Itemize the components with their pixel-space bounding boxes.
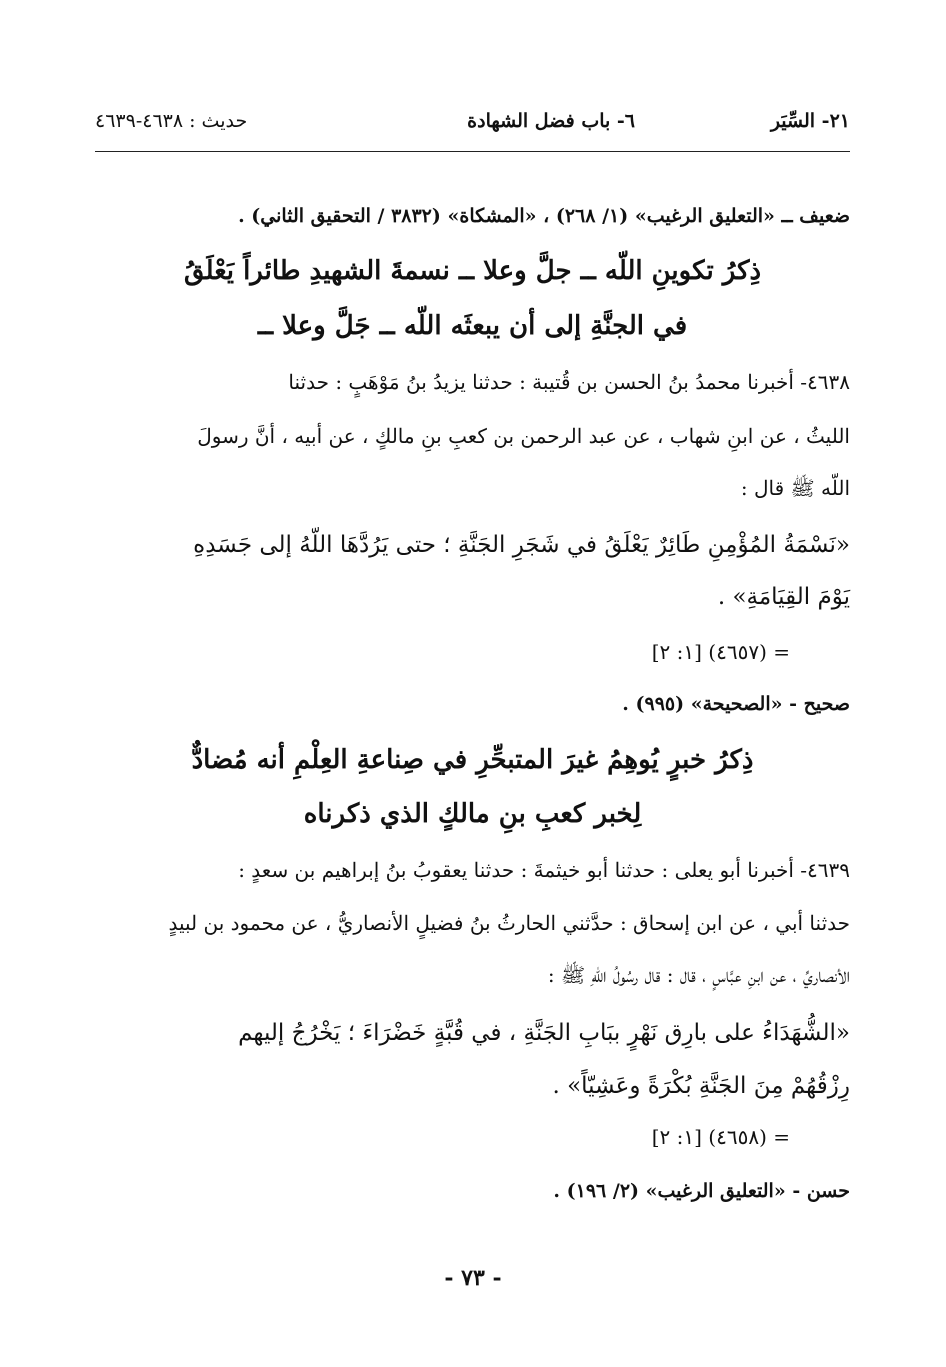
- section-title: ٦- باب فضل الشهادة: [467, 110, 635, 132]
- isnad-line: الأنصاريِّ ، عن ابنِ عبَّاسٍ ، قال : قال رسُولُ اللّهِ ﷺ :: [547, 963, 850, 987]
- hadith-text-line: «نَسْمَةُ المُؤْمِنِ طَائِرٌ يَعْلَقُ في شَجَرِ الجَنَّةِ ؛ حتى يَرُدَّهَا اللّهُ إلى جَسَدِهِ: [193, 532, 850, 558]
- chapter-heading-line: ذِكرُ تكوينِ اللّه ــ جلَّ وعلا ــ نسمةَ الشهيدِ طائراً يَعْلَقُ: [183, 256, 762, 286]
- hadith-text-line: «الشُّهَدَاءُ على بارِق نَهْرٍ ببَابِ الجَنَّةِ ، في قُبَّةٍ خَضْرَاءَ ؛ يَخْرُجُ إليهم: [238, 1020, 850, 1046]
- chapter-heading-line: ذِكرُ خبرٍ يُوهِمُ غيرَ المتبحِّرِ في صِناعةِ العِلْمِ أنه مُضادٌّ: [191, 745, 754, 775]
- grade-line: صحيح - «الصحيحة» (٩٩٥) .: [622, 693, 850, 715]
- grade-line: ضعيف ــ «التعليق الرغيب» (١/ ٢٦٨) ، «المشكاة» (٣٨٣٢ / التحقيق الثاني) .: [238, 205, 850, 227]
- chapter-title: ٢١- السِّيَر: [770, 110, 850, 132]
- page-header: [95, 110, 850, 150]
- header-divider: [95, 151, 850, 152]
- hadith-text-line: رِزْقُهُمْ مِنَ الجَنَّةِ بُكْرَةً وعَشِيّاً» .: [552, 1073, 850, 1099]
- isnad-line: ٤٦٣٨- أخبرنا محمدُ بنُ الحسن بن قُتيبة : حدثنا يزيدُ بنُ مَوْهَبٍ : حدثنا: [288, 370, 850, 394]
- grade-line: حسن - «التعليق الرغيب» (٢/ ١٩٦) .: [553, 1180, 850, 1202]
- chapter-heading-line: لِخبر كعبِ بنِ مالكٍ الذي ذكرناه: [303, 799, 642, 829]
- cross-reference-text: = (٤٦٥٧) [١: ٢]: [651, 640, 790, 664]
- hadith-text-line: يَوْمَ القِيَامَةِ» .: [717, 584, 850, 610]
- isnad-line: ٤٦٣٩- أخبرنا أبو يعلى : حدثنا أبو خيثمةَ : حدثنا يعقوبُ بنُ إبراهيم بن سعدٍ :: [238, 858, 850, 882]
- hadith-range: حديث : ٤٦٣٨-٤٦٣٩: [95, 110, 248, 132]
- chapter-heading-line: في الجنَّةِ إلى أن يبعثَه اللّه ــ جَلَّ وعلا ــ: [257, 311, 688, 341]
- page-number: - ٧٣ -: [444, 1265, 502, 1291]
- isnad-line: اللّه ﷺ قال :: [740, 476, 850, 500]
- isnad-line: الليثُ ، عن ابنِ شهاب ، عن عبد الرحمن بن كعبِ بنِ مالكٍ ، عن أبيه ، أنَّ رسولَ: [197, 424, 850, 448]
- cross-reference-text: = (٤٦٥٨) [١: ٢]: [651, 1125, 790, 1149]
- isnad-line: حدثنا أبي ، عن ابن إسحاق : حدَّثني الحارثُ بنُ فضيلٍ الأنصاريُّ ، عن محمود بن لبيدٍ: [168, 911, 850, 935]
